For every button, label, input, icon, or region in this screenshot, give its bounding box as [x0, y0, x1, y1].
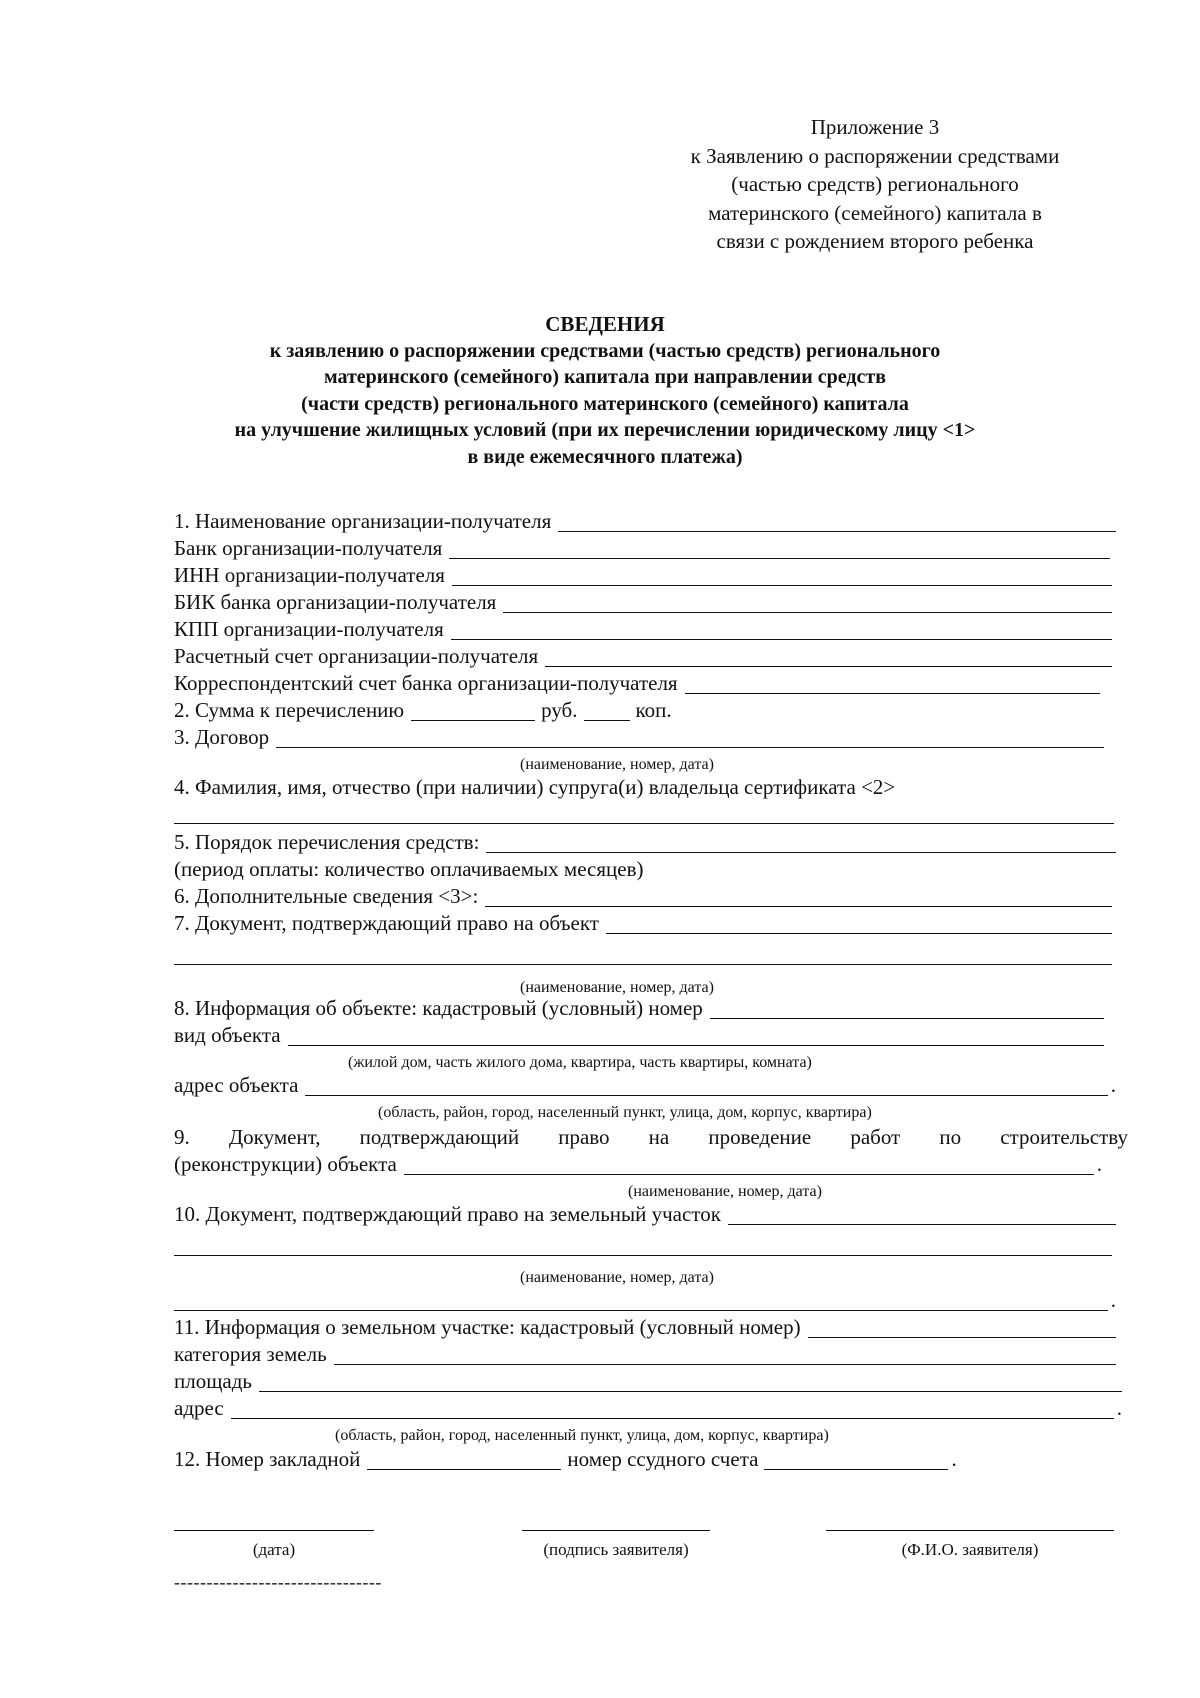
field-label: (реконструкции) объекта — [174, 1152, 397, 1176]
word: подтверждающий — [359, 1125, 520, 1149]
object-address-hint: (область, район, город, населенный пункт, улица, дом, корпус, квартира) — [378, 1104, 872, 1121]
field-label: 10. Документ, подтверждающий право на земельный участок — [174, 1202, 721, 1226]
org-inn-input-line[interactable] — [452, 565, 1112, 586]
title-line: в виде ежемесячного платежа) — [467, 445, 743, 468]
land-category-input-line[interactable] — [334, 1344, 1116, 1365]
field-land-area — [174, 1368, 1122, 1395]
kop-label: коп. — [635, 698, 672, 722]
spouse-input-line[interactable] — [174, 823, 1114, 824]
field-label: 11. Информация о земельном участке: кадастровый (условный номер) — [174, 1315, 801, 1339]
bank-bik-input-line[interactable] — [503, 592, 1112, 613]
field-label: Расчетный счет организации-получателя — [174, 644, 539, 668]
title-main: СВЕДЕНИЯ — [545, 312, 665, 336]
field-label: Корреспондентский счет банка организации-получателя — [174, 671, 678, 695]
date-caption: (дата) — [252, 1540, 296, 1559]
field-org-bank — [174, 535, 1110, 562]
land-doc-input-line-3[interactable] — [174, 1290, 1108, 1311]
appendix-header — [640, 113, 1110, 256]
field-land-doc — [174, 1201, 1116, 1228]
word: Документ, — [228, 1125, 321, 1149]
land-address-hint: (область, район, город, населенный пункт, улица, дом, корпус, квартира) — [335, 1427, 829, 1444]
construction-doc-input-line[interactable] — [404, 1154, 1094, 1175]
field-label: (период оплаты: количество оплачиваемых месяцев) — [174, 857, 644, 881]
ownership-doc-input-line-2[interactable] — [174, 964, 1112, 965]
land-area-input-line[interactable] — [259, 1371, 1122, 1392]
period: . — [1110, 1073, 1116, 1097]
transfer-order-input-line[interactable] — [486, 832, 1116, 853]
word: проведение — [708, 1125, 812, 1149]
title-line: материнского (семейного) капитала при направлении средств — [324, 366, 886, 388]
field-additional-info — [174, 883, 1112, 910]
field-label: 7. Документ, подтверждающий право на объект — [174, 911, 599, 935]
field-land-info — [174, 1314, 1116, 1341]
land-doc-input-line-2[interactable] — [174, 1255, 1112, 1256]
field-label: 3. Договор — [174, 725, 270, 749]
title-line: на улучшение жилищных условий (при их перечислении юридическому лицу <1> — [234, 419, 976, 441]
field-org-name — [174, 508, 1116, 535]
object-type-input-line[interactable] — [288, 1025, 1104, 1046]
cadastral-number-input-line[interactable] — [710, 998, 1104, 1019]
object-address-input-line[interactable] — [305, 1075, 1107, 1096]
title-line: (части средств) регионального материнского (семейного) капитала — [301, 392, 909, 415]
field-org-inn — [174, 562, 1112, 589]
field-label: Банк организации-получателя — [174, 536, 443, 560]
field-label: 1. Наименование организации-получателя — [174, 509, 552, 533]
contract-hint: (наименование, номер, дата) — [520, 756, 714, 773]
field-label: 6. Дополнительные сведения <3>: — [174, 884, 479, 908]
period: . — [951, 1447, 957, 1471]
footnote-separator: -------------------------------- — [174, 1572, 382, 1592]
corr-account-input-line[interactable] — [685, 673, 1100, 694]
field-land-doc-extra — [174, 1287, 1116, 1314]
org-name-input-line[interactable] — [558, 511, 1116, 532]
field-construction-doc-cont — [174, 1151, 1102, 1178]
field-land-address — [174, 1395, 1122, 1422]
field-label: 12. Номер закладной — [174, 1447, 361, 1471]
fullname-input-line[interactable] — [826, 1530, 1114, 1531]
rub-input-line[interactable] — [411, 700, 535, 721]
kop-input-line[interactable] — [584, 700, 630, 721]
title-line: к заявлению о распоряжении средствами (частью средств) регионального — [269, 339, 941, 362]
field-construction-doc — [174, 1124, 1128, 1151]
field-label: ИНН организации-получателя — [174, 563, 445, 587]
word: право — [558, 1125, 610, 1149]
field-label: 8. Информация об объекте: кадастровый (условный) номер — [174, 996, 703, 1020]
land-address-input-line[interactable] — [231, 1398, 1114, 1419]
period: . — [1096, 1152, 1102, 1176]
field-object-info — [174, 995, 1104, 1022]
field-label: адрес объекта — [174, 1073, 299, 1097]
field-land-category — [174, 1341, 1116, 1368]
field-payment-period — [174, 856, 1116, 883]
appendix-line: к Заявлению о распоряжении средствами — [690, 143, 1060, 168]
date-input-line[interactable] — [174, 1530, 374, 1531]
object-type-hint: (жилой дом, часть жилого дома, квартира, часть квартиры, комната) — [348, 1054, 812, 1071]
field-label: 4. Фамилия, имя, отчество (при наличии) супруга(и) владельца сертификата <2> — [174, 775, 896, 799]
document-title — [130, 311, 1080, 470]
field-label: 5. Порядок перечисления средств: — [174, 830, 480, 854]
signature-caption: (подпись заявителя) — [543, 1540, 689, 1559]
period: . — [1110, 1288, 1116, 1312]
field-corr-account — [174, 670, 1100, 697]
signature-input-line[interactable] — [522, 1530, 710, 1531]
field-spouse — [174, 774, 1116, 801]
field-contract — [174, 724, 1104, 751]
field-label: категория земель — [174, 1342, 327, 1366]
field-label: адрес — [174, 1396, 224, 1420]
loan-account-input-line[interactable] — [764, 1449, 948, 1470]
field-settlement-account — [174, 643, 1112, 670]
construction-hint: (наименование, номер, дата) — [628, 1183, 822, 1200]
word: 9. — [174, 1125, 190, 1149]
field-object-type — [174, 1022, 1104, 1049]
appendix-line: связи с рождением второго ребенка — [716, 229, 1034, 253]
word: по — [939, 1125, 962, 1149]
land-doc-hint: (наименование, номер, дата) — [520, 1269, 714, 1286]
appendix-line: Приложение 3 — [810, 115, 940, 139]
org-kpp-input-line[interactable] — [451, 619, 1112, 640]
field-amount — [174, 697, 1116, 724]
fullname-caption: (Ф.И.О. заявителя) — [901, 1540, 1039, 1559]
land-doc-input-line[interactable] — [728, 1204, 1116, 1225]
field-label: 2. Сумма к перечислению — [174, 698, 405, 722]
field-label: вид объекта — [174, 1023, 281, 1047]
rub-label: руб. — [541, 698, 578, 722]
ownership-hint: (наименование, номер, дата) — [520, 979, 714, 996]
field-object-address — [174, 1072, 1116, 1099]
field-org-kpp — [174, 616, 1112, 643]
field-label: площадь — [174, 1369, 252, 1393]
field-label: БИК банка организации-получателя — [174, 590, 497, 614]
field-transfer-order — [174, 829, 1116, 856]
word: работ — [850, 1125, 901, 1149]
word: строительству — [1000, 1125, 1128, 1149]
field-mortgage — [174, 1446, 1116, 1473]
field-bank-bik — [174, 589, 1112, 616]
additional-info-input-line[interactable] — [485, 886, 1112, 907]
org-bank-input-line[interactable] — [449, 538, 1110, 559]
contract-input-line[interactable] — [276, 727, 1104, 748]
land-cadastral-input-line[interactable] — [808, 1317, 1116, 1338]
mortgage-input-line[interactable] — [367, 1449, 561, 1470]
field-ownership-doc — [174, 910, 1112, 937]
word: на — [648, 1125, 670, 1149]
ownership-doc-input-line[interactable] — [606, 913, 1112, 934]
period: . — [1116, 1396, 1122, 1420]
field-label: КПП организации-получателя — [174, 617, 444, 641]
field-label: номер ссудного счета — [567, 1447, 759, 1471]
settlement-account-input-line[interactable] — [545, 646, 1112, 667]
appendix-line: (частью средств) регионального — [731, 172, 1019, 196]
appendix-line: материнского (семейного) капитала в — [708, 200, 1042, 225]
